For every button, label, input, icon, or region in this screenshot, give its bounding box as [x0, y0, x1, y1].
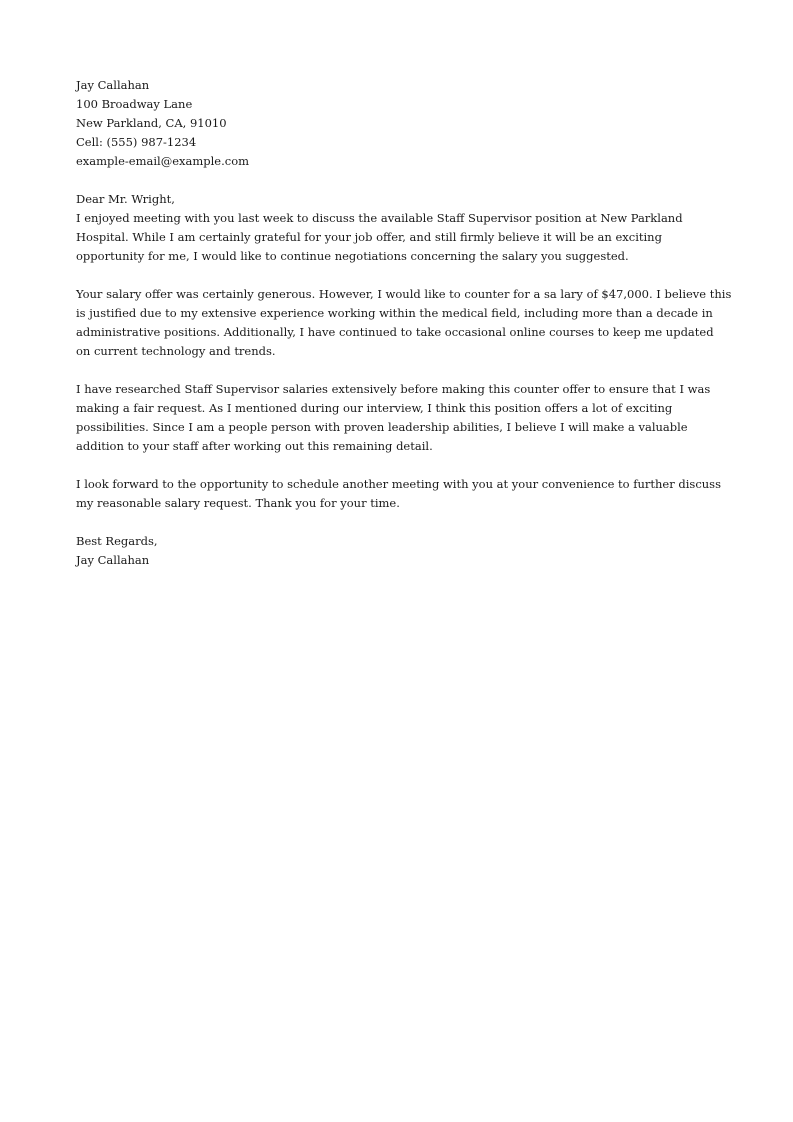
paragraph-line: is justified due to my extensive experience working within the medical field, including more than a decade in [76, 306, 713, 320]
paragraph-line: on current technology and trends. [76, 344, 276, 358]
sender-name: Jay Callahan [76, 78, 150, 92]
paragraph-2 [76, 285, 732, 361]
address-city: New Parkland, CA, 91010 [76, 116, 227, 130]
paragraph-line: possibilities. Since I am a people person with proven leadership abilities, I believe I will make a valuable [76, 420, 688, 434]
paragraph-line: addition to your staff after working out this remaining detail. [76, 439, 433, 453]
address-street: 100 Broadway Lane [76, 97, 193, 111]
signature: Jay Callahan [76, 553, 150, 567]
paragraph-line: I have researched Staff Supervisor salaries extensively before making this counter offer to ensure that I was [76, 382, 711, 396]
paragraph-line: making a fair request. As I mentioned during our interview, I think this position offers a lot of exciting [76, 401, 673, 415]
salutation: Dear Mr. Wright, [76, 192, 175, 206]
paragraph-line: opportunity for me, I would like to continue negotiations concerning the salary you suggested. [76, 249, 629, 263]
paragraph-line: Your salary offer was certainly generous. However, I would like to counter for a sa lary of $47,000. I believe this [76, 287, 732, 301]
closing: Best Regards, [76, 534, 158, 548]
paragraph-line: I look forward to the opportunity to schedule another meeting with you at your convenience to further discuss [76, 477, 721, 491]
paragraph-1 [76, 209, 726, 266]
sender-address [76, 95, 726, 171]
paragraph-3 [76, 380, 726, 456]
paragraph-line: administrative positions. Additionally, I have continued to take occasional online courses to keep me updated [76, 325, 714, 339]
address-phone: Cell: (555) 987-1234 [76, 135, 197, 149]
paragraph-4 [76, 475, 726, 513]
letter-body [76, 76, 732, 570]
paragraph-line: I enjoyed meeting with you last week to discuss the available Staff Supervisor position at New Parkland [76, 211, 683, 225]
paragraph-line: my reasonable salary request. Thank you for your time. [76, 496, 400, 510]
address-email: example-email@example.com [76, 154, 250, 168]
paragraph-line: Hospital. While I am certainly grateful for your job offer, and still firmly believe it will be an exciting [76, 230, 662, 244]
